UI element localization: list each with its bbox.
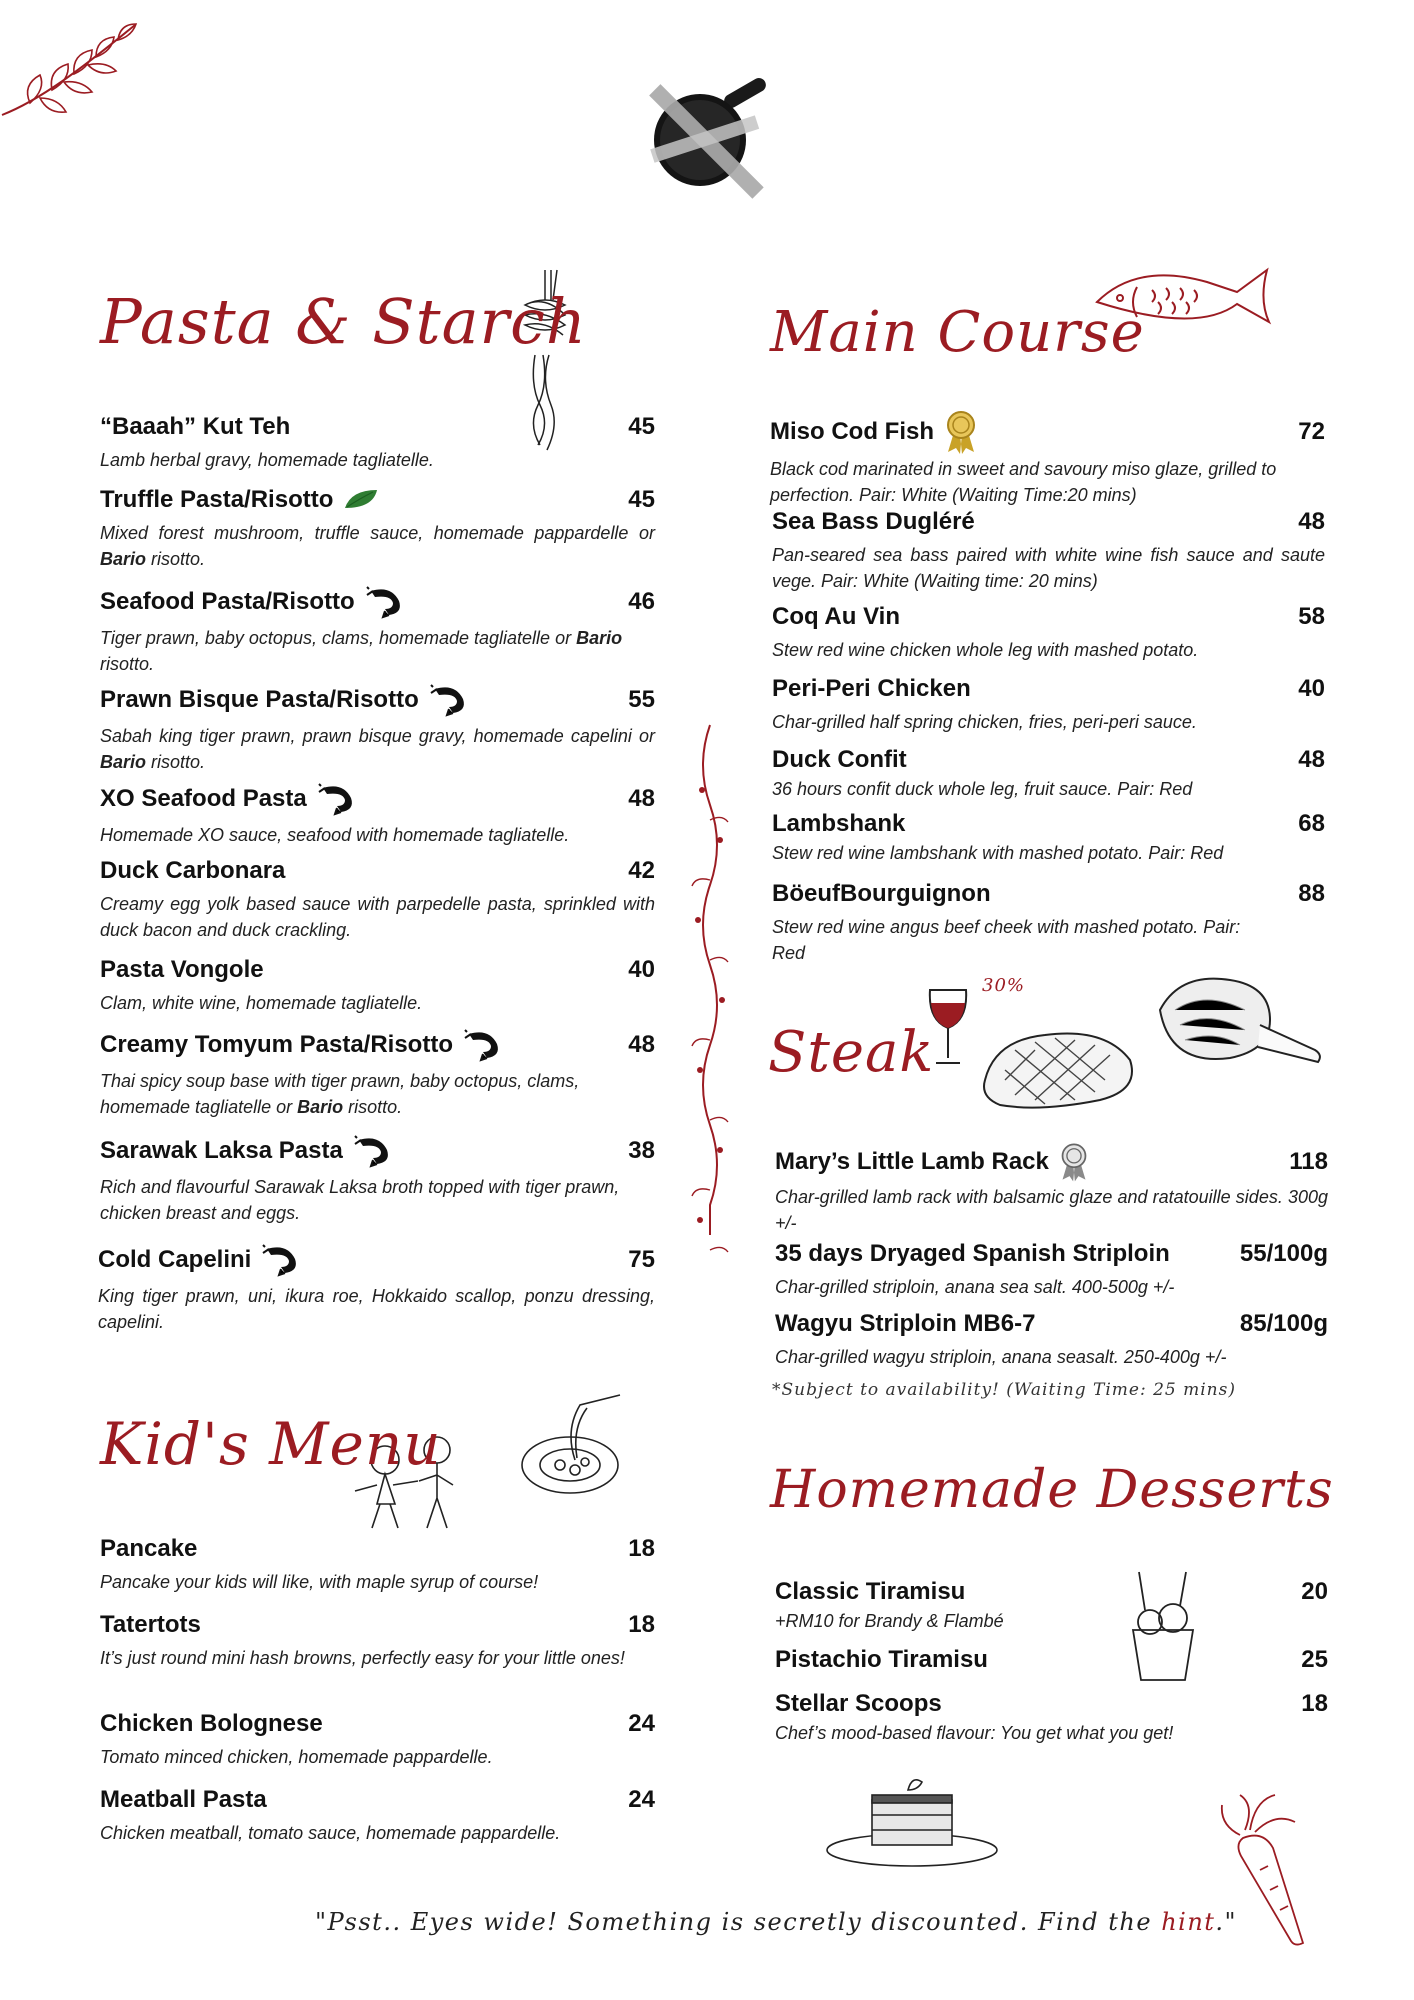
menu-item [100,857,655,943]
menu-item [100,782,655,848]
vine-divider [680,720,740,1280]
prawn-icon [429,683,469,717]
item-description: Lamb herbal gravy, homemade tagliatelle. [100,450,434,470]
branch-illustration [0,10,150,120]
item-name: XO Seafood Pasta [100,785,307,812]
main-section-title: Main Course [770,300,1145,365]
item-price: 40 [628,956,655,983]
item-price: 48 [628,1031,655,1058]
leaf-icon [343,488,379,512]
menu-item [100,585,655,677]
item-description: Clam, white wine, homemade tagliatelle. [100,993,423,1013]
item-price: 118 [1289,1148,1328,1175]
item-name: 35 days Dryaged Spanish Striploin [775,1240,1170,1267]
item-description: Stew red wine lambshank with mashed potato. Pair: Red [772,843,1224,863]
item-price: 58 [1298,603,1325,630]
item-name: BöeufBourguignon [772,880,991,907]
item-description: Mixed forest mushroom, truffle sauce, homemade pappardelle or Bario risotto. [100,523,655,569]
item-name: Cold Capelini [98,1246,252,1273]
kids-section-title: Kid's Menu [100,1410,442,1478]
menu-item [772,508,1325,594]
hint-word: hint [1161,1908,1216,1936]
item-name: Peri-Peri Chicken [772,675,971,702]
wine-discount-note: 30% [982,975,1026,996]
menu-item [772,810,1325,866]
menu-item [100,1710,655,1770]
item-description: Char-grilled striploin, anana sea salt. 400-500g +/- [775,1277,1175,1297]
prawn-icon [463,1028,503,1062]
item-name: Miso Cod Fish [770,418,934,445]
item-description: Char-grilled wagyu striploin, anana seasalt. 250-400g +/- [775,1347,1227,1367]
item-description: Pancake your kids will like, with maple syrup of course! [100,1572,539,1592]
menu-item [100,1535,655,1595]
item-price: 75 [628,1246,655,1273]
menu-item [775,1310,1328,1370]
item-price: 88 [1298,880,1325,907]
item-description: 36 hours confit duck whole leg, fruit sauce. Pair: Red [772,779,1193,799]
item-description: Tiger prawn, baby octopus, clams, homemade tagliatelle or Bario risotto. [100,628,623,674]
menu-item [98,1243,655,1335]
item-description: Thai spicy soup base with tiger prawn, baby octopus, clams, homemade tagliatelle or Bario risotto. [100,1071,580,1117]
item-price: 38 [628,1137,655,1164]
award-ribbon-icon [944,410,978,454]
item-price: 55/100g [1239,1240,1328,1267]
menu-item [100,1786,655,1846]
item-name: Stellar Scoops [775,1690,942,1717]
item-description: Homemade XO sauce, seafood with homemade tagliatelle. [100,825,570,845]
item-description: Creamy egg yolk based sauce with parpedelle pasta, sprinkled with duck bacon and duck crackling. [100,894,655,940]
item-price: 68 [1298,810,1325,837]
item-description: Sabah king tiger prawn, prawn bisque gravy, homemade capelini or Bario risotto. [100,726,655,772]
item-price: 18 [628,1611,655,1638]
item-price: 42 [628,857,655,884]
item-description: Rich and flavourful Sarawak Laksa broth topped with tiger prawn, chicken breast and eggs. [100,1177,620,1223]
item-name: “Baaah” Kut Teh [100,413,291,440]
item-description: Char-grilled lamb rack with balsamic glaze and ratatouille sides. 300g +/- [775,1187,1328,1233]
menu-item [772,746,1325,802]
item-description: Pan-seared sea bass paired with white wine fish sauce and saute vege. Pair: White (Waiting time: 20 mins) [772,545,1325,591]
menu-item [775,1240,1328,1300]
item-name: Lambshank [772,810,906,837]
menu-item [100,413,655,473]
item-price: 24 [628,1786,655,1813]
item-name: Sarawak Laksa Pasta [100,1137,343,1164]
tomahawk-steak-illustration [1150,970,1330,1070]
item-description: Stew red wine chicken whole leg with mashed potato. [772,640,1199,660]
menu-item [775,1646,1328,1674]
menu-item [772,880,1325,966]
cake-illustration [820,1760,1005,1870]
menu-item [100,1134,655,1226]
item-description: Char-grilled half spring chicken, fries, peri-peri sauce. [772,712,1197,732]
menu-item [772,675,1325,735]
footer-hint-text: "Psst.. Eyes wide! Something is secretly discounted. Find the hint." [315,1908,1238,1936]
desserts-section-title: Homemade Desserts [770,1460,1334,1520]
item-name: Duck Confit [772,746,907,773]
item-name: Duck Carbonara [100,857,286,884]
item-description: Tomato minced chicken, homemade pappardelle. [100,1747,493,1767]
item-description: +RM10 for Brandy & Flambé [775,1611,1004,1631]
menu-item [770,410,1325,508]
item-name: Mary’s Little Lamb Rack [775,1148,1049,1175]
item-description: King tiger prawn, uni, ikura roe, Hokkaido scallop, ponzu dressing, capelini. [98,1286,655,1332]
item-name: Classic Tiramisu [775,1578,966,1605]
item-description: Black cod marinated in sweet and savoury miso glaze, grilled to perfection. Pair: White (Waiting Time:20 mins) [770,459,1277,505]
item-name: Meatball Pasta [100,1786,267,1813]
item-name: Prawn Bisque Pasta/Risotto [100,686,419,713]
item-name: Wagyu Striploin MB6-7 [775,1310,1036,1337]
prawn-icon [317,782,357,816]
menu-item [100,486,655,572]
item-name: Creamy Tomyum Pasta/Risotto [100,1031,453,1058]
menu-item [100,1611,655,1671]
item-description: It’s just round mini hash browns, perfectly easy for your little ones! [100,1648,625,1668]
item-price: 20 [1301,1578,1328,1605]
item-price: 48 [1298,508,1325,535]
menu-item [772,603,1325,663]
item-description: Chicken meatball, tomato sauce, homemade pappardelle. [100,1823,561,1843]
item-name: Sea Bass Dugléré [772,508,975,535]
pasta-section-title: Pasta & Starch [100,285,587,358]
item-name: Tatertots [100,1611,201,1638]
menu-item [100,1028,655,1120]
skillet-logo-icon [630,60,780,210]
item-price: 18 [628,1535,655,1562]
item-price: 40 [1298,675,1325,702]
item-name: Truffle Pasta/Risotto [100,486,334,513]
item-price: 18 [1301,1690,1328,1717]
prawn-icon [261,1243,301,1277]
item-name: Seafood Pasta/Risotto [100,588,355,615]
item-price: 85/100g [1239,1310,1328,1337]
item-name: Pistachio Tiramisu [775,1646,988,1673]
award-ribbon-icon [1059,1140,1089,1184]
item-name: Chicken Bolognese [100,1710,323,1737]
item-price: 72 [1298,418,1325,445]
item-price: 46 [628,588,655,615]
item-price: 48 [1298,746,1325,773]
item-price: 25 [1301,1646,1328,1673]
item-price: 45 [628,413,655,440]
item-price: 45 [628,486,655,513]
menu-item [100,956,655,1016]
item-name: Pasta Vongole [100,956,264,983]
menu-item [775,1140,1328,1236]
item-name: Coq Au Vin [772,603,900,630]
menu-item [775,1690,1328,1746]
steak-section-title: Steak [768,1020,935,1085]
item-name: Pancake [100,1535,198,1562]
availability-note: *Subject to availability! (Waiting Time: 25 mins) [772,1380,1236,1400]
item-price: 55 [628,686,655,713]
steak-illustration [975,1020,1140,1115]
item-description: Stew red wine angus beef cheek with mashed potato. Pair: Red [772,917,1241,963]
prawn-icon [365,585,405,619]
prawn-icon [353,1134,393,1168]
item-description: Chef’s mood-based flavour: You get what you get! [775,1723,1174,1743]
menu-item [100,683,655,775]
item-price: 48 [628,785,655,812]
item-price: 24 [628,1710,655,1737]
pasta-plate-icon [515,1390,635,1500]
menu-item [775,1578,1328,1634]
